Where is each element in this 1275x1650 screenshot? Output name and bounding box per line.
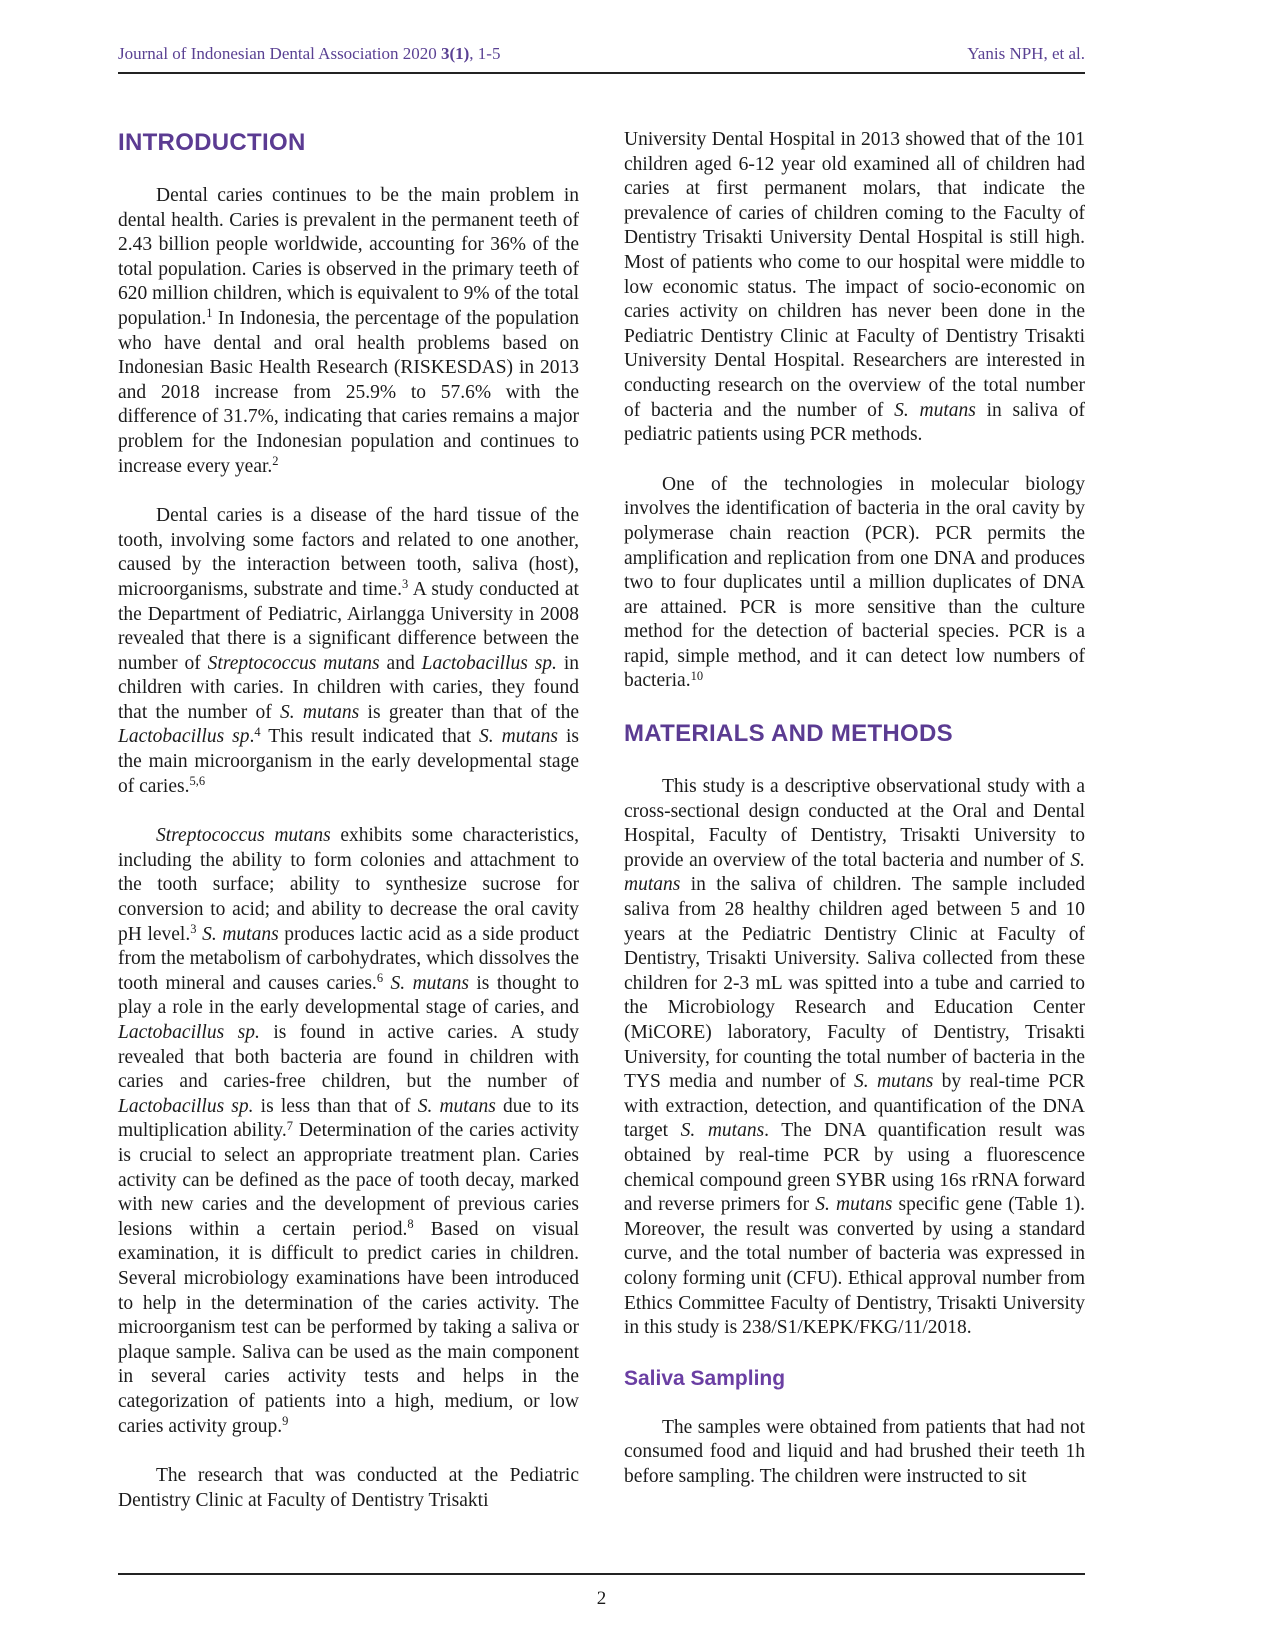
text-run	[383, 973, 390, 994]
paragraph	[118, 504, 579, 799]
text-run: produces lactic acid as a side product from the metabolism of carbohydrates, which dissolves the tooth mineral and causes caries.	[118, 923, 580, 994]
citation-ref: 3	[401, 577, 409, 592]
text-run: is less than that of	[253, 1095, 418, 1117]
text-run: specific gene (Table 1). Moreover, the result was converted by using a standard curve, and the total number of bacteria was expressed in colony forming unit (CFU). Ethical approval number from Ethics Committee Faculty of Dentistry, Trisakti University in this study is 238/S1/KEPK/FKG/11/2018.	[624, 1194, 1086, 1339]
text-run: , 1-5	[469, 44, 501, 63]
authors-short: Yanis NPH, et al.	[967, 44, 1085, 63]
text-run: Lactobacillus sp.	[421, 652, 557, 674]
text-run: University Dental Hospital in 2013 showed that of the 101 children aged 6-12 year old examined all of children had caries at first permanent molars, that indicate the prevalence of caries of children coming to the Faculty of Dentistry Trisakti University Dental Hospital is still high. Most of patients who come to our hospital were middle to low economic status. The impact of socio-economic on caries activity on children has never been done in the Pediatric Dentistry Clinic at Faculty of Dentistry Trisakti University Dental Hospital. Researchers are interested in conducting research on the overview of the total number of bacteria and the number of	[624, 129, 1085, 421]
text-run: due to its multiplication ability.	[118, 1095, 579, 1142]
text-run: Lactobacillus sp	[118, 726, 250, 748]
text-run: Streptococcus mutans	[156, 825, 331, 847]
text-run: is found in active caries. A study revealed that both bacteria are found in children with caries and caries-free children, but the number of	[118, 1022, 579, 1093]
text-run: S. mutans	[815, 1194, 893, 1216]
text-run: S. mutans	[280, 701, 360, 723]
text-run: This study is a descriptive observational study with a cross-sectional design conducted at the Oral and Dental Hospital, Faculty of Dentistry, Trisakti University to provide an overview of the total bacteria and number of	[624, 776, 1085, 871]
text-run: S. mutans	[479, 726, 558, 748]
citation-ref: 2	[272, 453, 279, 468]
text-run: S. mutans	[854, 1071, 934, 1093]
text-run: in saliva of pediatric patients using PCR methods.	[624, 399, 1085, 446]
text-run: Streptococcus mutans	[207, 652, 380, 674]
left-column	[118, 128, 579, 1538]
text-run: is greater than that of the	[359, 701, 579, 723]
text-run: . The DNA quantification result was obtained by real-time PCR by using a fluorescence chemical compound green SYBR using 16s rRNA forward and reverse primers for	[624, 1120, 1085, 1216]
text-run: .	[249, 726, 255, 748]
paragraph	[624, 1416, 1085, 1490]
section-heading: INTRODUCTION	[118, 129, 306, 156]
text-run: S. mutans	[680, 1120, 765, 1142]
article-body	[118, 128, 1085, 1538]
text-run: in the saliva of children. The sample included saliva from 28 healthy children aged between 5 and 10 years at the Pediatric Dentistry Clinic at Faculty of Dentistry, Trisakti University. Saliva collected from these children for 2-3 mL was spitted into a tube and carried to the Microbiology Research and Education Center (MiCORE) laboratory, Faculty of Dentistry, Trisakti University, for counting the total number of bacteria in the TYS media and number of	[624, 874, 1085, 1093]
text-run: In Indonesia, the percentage of the population who have dental and oral health problems based on Indonesian Basic Health Research (RISKESDAS) in 2013 and 2018 increase from 25.9% to 57.6% with the difference of 31.7%, indicating that caries remains a major problem for the Indonesian population and continues to increase every year.	[118, 307, 579, 477]
citation-ref: 3	[190, 921, 197, 936]
text-run: The samples were obtained from patients that had not consumed food and liquid and had brushed their teeth 1h before sampling. The children were instructed to sit	[624, 1416, 1085, 1487]
text-run: in children with caries. In children with caries, they found that the number of	[118, 652, 580, 723]
text-run: by real-time PCR with extraction, detection, and quantification of the DNA target	[624, 1071, 1085, 1142]
text-run: A study conducted at the Department of Pediatric, Airlangga University in 2008 revealed that there is a significant difference between the number of	[118, 578, 579, 674]
paragraph	[624, 128, 1085, 448]
paragraph	[118, 1464, 579, 1513]
citation-ref: 5,6	[189, 773, 206, 788]
text-run: and	[379, 652, 422, 674]
text-run: 3(1)	[440, 44, 470, 63]
paragraph	[118, 824, 579, 1439]
section-heading: MATERIALS AND METHODS	[624, 720, 953, 748]
page-header	[118, 44, 1085, 64]
text-run: S. mutans	[624, 849, 1085, 896]
citation-ref: 7	[286, 1118, 293, 1133]
text-run: Based on visual examination, it is difficult to predict caries in children. Several microbiology examinations have been introduced to help in the determination of the caries activity. The microorganism test can be performed by taking a saliva or plaque sample. Saliva can be used as the main component in several caries activity tests and helps in the categorization of patients into a high, medium, or low caries activity group.	[118, 1218, 579, 1437]
citation-ref: 6	[376, 970, 384, 985]
text-run: S. mutans	[202, 923, 279, 945]
right-column	[624, 128, 1085, 1515]
journal-citation	[118, 44, 500, 64]
sub-heading: Saliva Sampling	[624, 1366, 786, 1390]
text-run: Lactobacillus sp.	[118, 1095, 254, 1117]
citation-ref: 10	[690, 668, 704, 683]
text-run: One of the technologies in molecular biology involves the identification of bacteria in the oral cavity by polymerase chain reaction (PCR). PCR permits the amplification and replication from one DNA and produces two to four duplicates until a million duplicates of DNA are attained. PCR is more sensitive than the culture method for the detection of bacterial species. PCR is a rapid, simple method, and it can detect low numbers of bacteria.	[624, 473, 1085, 692]
text-run: Journal of Indonesian Dental Association 2020	[118, 44, 441, 63]
citation-ref: 8	[407, 1216, 414, 1231]
text-run: is thought to play a role in the early developmental stage of caries, and	[118, 972, 580, 1019]
text-run: S. mutans	[390, 972, 469, 994]
text-run: The research that was conducted at the Pediatric Dentistry Clinic at Faculty of Dentistry Trisakti	[118, 1465, 579, 1511]
citation-ref: 1	[206, 306, 213, 321]
text-run: Dental caries is a disease of the hard tissue of the tooth, involving some factors and related to one another, caused by the interaction between tooth, saliva (host), microorganisms, substrate and time.	[118, 505, 579, 600]
citation-ref: 9	[282, 1413, 289, 1428]
text-run: Determination of the caries activity is crucial to select an appropriate treatment plan. Caries activity can be defined as the pace of tooth decay, marked with new caries and the development of previous caries lesions within a certain period.	[118, 1120, 579, 1240]
text-run: S. mutans	[894, 399, 976, 421]
header-divider	[118, 72, 1085, 74]
text-run: exhibits some characteristics, including the ability to form colonies and attachment to the tooth surface; ability to synthesize sucrose for conversion to acid; and ability to decrease the oral cavity pH level.	[118, 825, 579, 945]
text-run: is the main microorganism in the early developmental stage of caries.	[118, 726, 579, 797]
text-run: S. mutans	[417, 1095, 496, 1117]
paragraph	[624, 473, 1085, 694]
citation-ref: 4	[254, 724, 261, 739]
text-run: Dental caries continues to be the main problem in dental health. Caries is prevalent in the permanent teeth of 2.43 billion people worldwide, accounting for 36% of the total population. Caries is observed in the primary teeth of 620 million children, which is equivalent to 9% of the total population.	[118, 185, 579, 329]
paragraph	[118, 184, 579, 479]
text-run: This result indicated that	[260, 726, 479, 748]
text-run: Lactobacillus sp.	[118, 1022, 260, 1043]
paragraph	[624, 775, 1085, 1341]
footer-divider	[118, 1573, 1085, 1575]
page-number: 2	[596, 1588, 607, 1609]
